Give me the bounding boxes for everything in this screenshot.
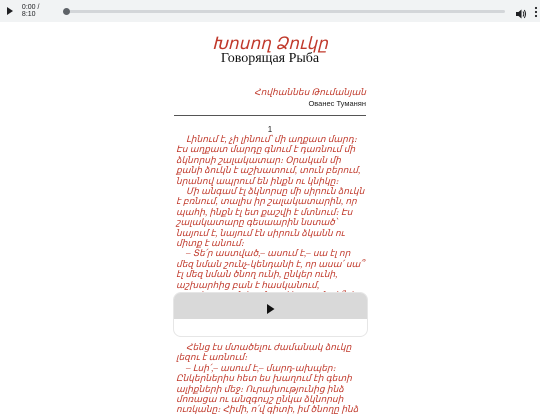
story-paragraph: Մի անգամ էլ ձկնորսը մի սիրուն ձուկն է բռնում, տալիս իր շալակատարին, որ պահի, ինքն էլ ետ քաշվի է մտնում։ Էս շալակատարը գեսաարին նստած՝ նայում է, նայում էն սիրուն ձկանն ու միտք է անում։	[176, 186, 365, 249]
title-armenian: Խոսող Ձուկը	[212, 34, 328, 53]
document-page	[0, 22, 540, 415]
chapter-number: 1	[267, 125, 273, 134]
play-icon[interactable]	[266, 301, 276, 311]
author-russian: Ованес Туманян	[308, 99, 366, 108]
story-text-part-2	[176, 342, 366, 415]
story-paragraph: – Լսի՛,– ասում է,– մարդ-ախպեր։ Ընկերներիս հետ ես խաղում էի գետի ալիքների մեջ։ Ուրախությունից ինձ մոռացա ու անզգույշ ընկա ձկնորսի ուռկանը։ Հիմի, ո՛վ գիտի, իմ ծնողը ինձ	[176, 362, 359, 415]
play-icon[interactable]	[6, 6, 16, 16]
story-paragraph: Լինում է, չի լինում՝ մի աղքատ մարդ։ Էս աղքատ մարդը գնում է դառնում մի ձկնորսի շալակատար։ Օրական մի քանի ձուկն է աշխատում, տուն բերում, նրանով ապրում են ինքն ու կնիկը։	[176, 134, 361, 186]
divider	[174, 115, 366, 116]
audio-player[interactable]	[0, 0, 540, 22]
seek-thumb[interactable]	[63, 8, 70, 15]
volume-icon[interactable]	[516, 6, 528, 16]
more-vert-icon[interactable]	[534, 5, 540, 17]
story-paragraph: – Տե՛ր աստված,– ասում է,– սա էլ որ մեզ նման շունչ-կենդանի է, որ ասա՛ սա՞ էլ մեզ նման ծնող ունի, ընկեր ունի, աշխարհից բան է հասկանում,	[176, 248, 364, 290]
inline-audio-controls[interactable]	[174, 293, 367, 319]
story-text-part-1	[176, 134, 366, 301]
title-russian: Говорящая Рыба	[220, 51, 320, 66]
time-display: 0:00 / 8:10	[21, 4, 40, 18]
story-paragraph: Հենց էս մտածելու ժամանակ ձուկը լեզու է առնում։	[176, 342, 352, 363]
inline-audio-player[interactable]	[173, 292, 368, 337]
seek-slider[interactable]	[63, 10, 505, 13]
author-armenian: Հովհաննես Թումանյան	[254, 87, 366, 97]
